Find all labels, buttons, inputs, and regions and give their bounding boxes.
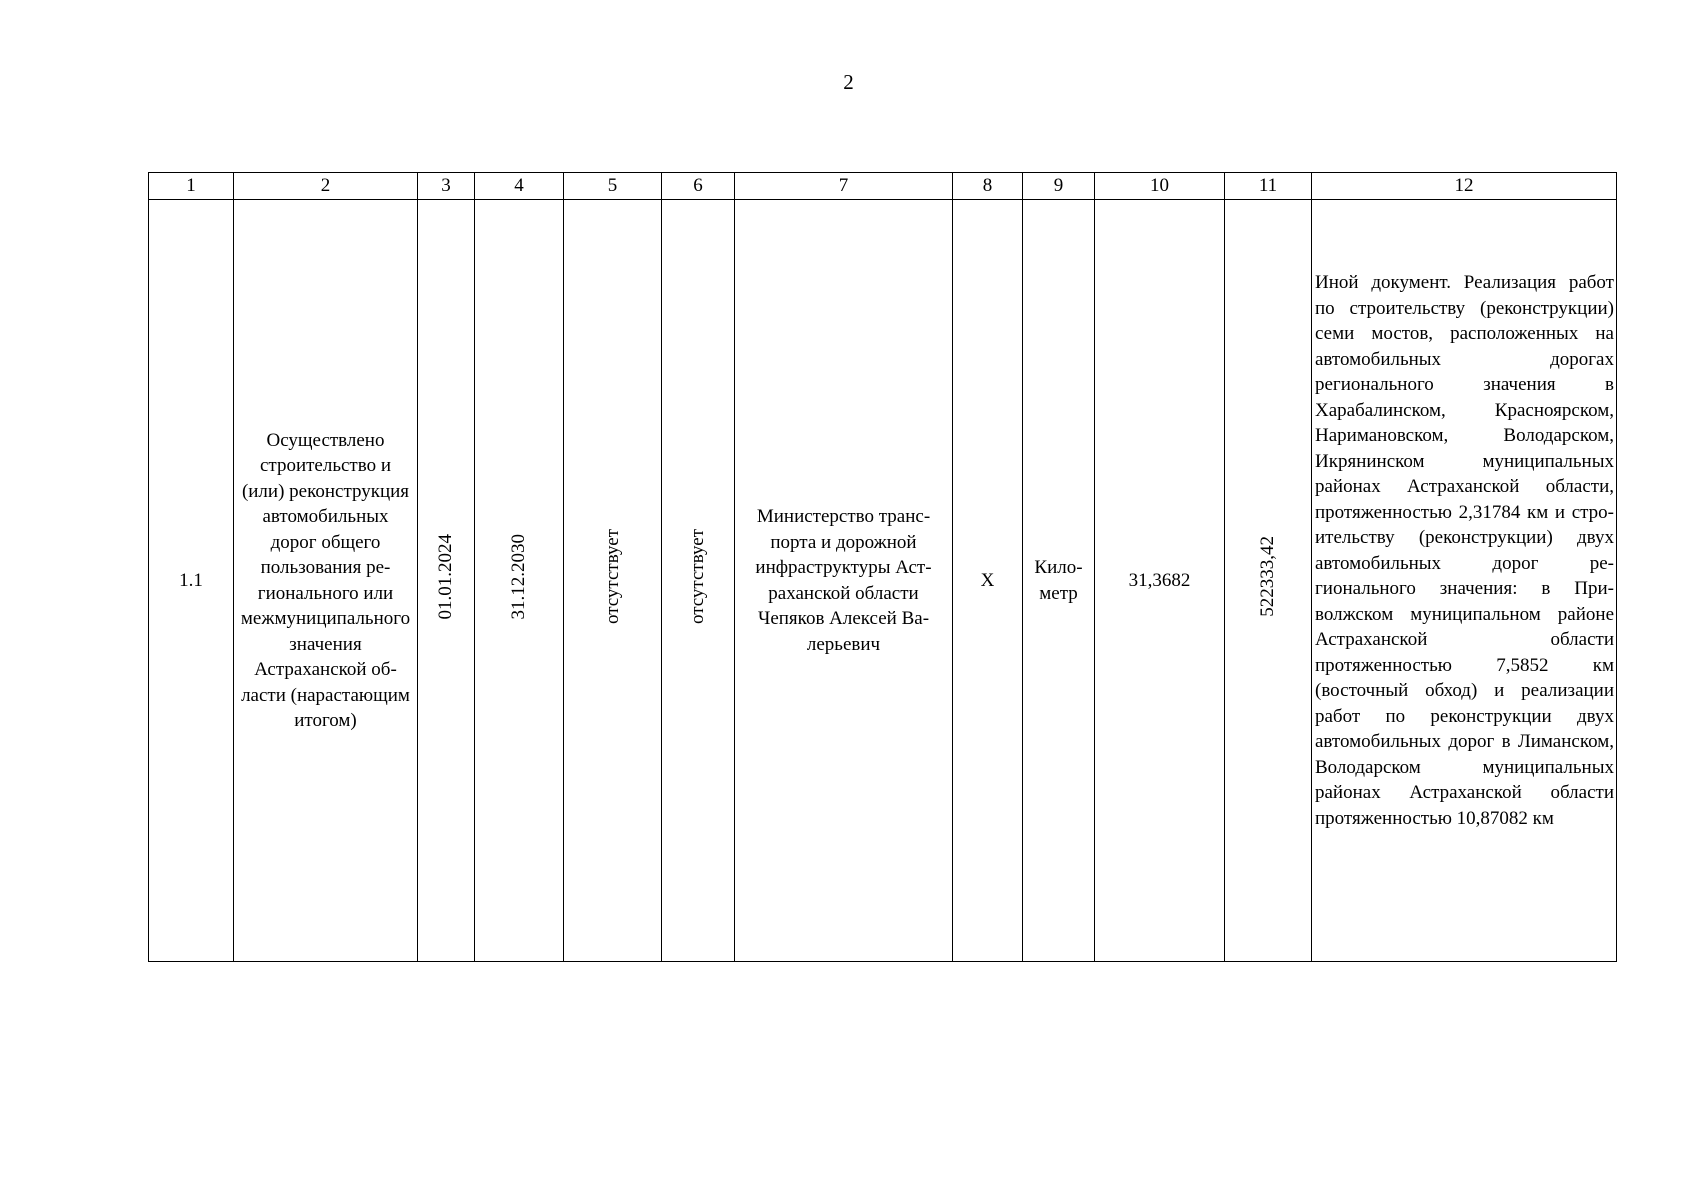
cell-value <box>1095 200 1225 962</box>
description-text: Иной документ. Реализация работ по строительству (реконструкции) семи мостов, расположенных на автомобильных дорогах регионального значения в Харабалинском, Красноярском, Наримановском, Володарском, Икрянинском муниципальных районах Астраханской области, протяженностью 2,31784 км и строительству (реконструкции) двух автомобильных дорог регионального значения: в Приволжском муниципальном районе Астраханской области протяженностью 7,5852 км (восточный обход) и реализации работ по реконструкции двух автомобильных дорог в Лиманском, Володарском муниципальных районах Астраханской области протяженностью 10,87082 км <box>1315 272 1614 829</box>
cell-end-date <box>475 200 564 962</box>
column-header-2: 2 <box>234 173 418 200</box>
column-header-9: 9 <box>1023 173 1095 200</box>
column-header-3: 3 <box>418 173 475 200</box>
responsible-text: Министерство транспорта и дорожной инфраструктуры Астраханской области Чепяков Алексей Валерьевич <box>755 506 932 655</box>
col5-text: отсутствует <box>601 529 623 625</box>
cell-number <box>149 200 234 962</box>
header-row <box>149 173 1617 200</box>
cell-result <box>234 200 418 962</box>
result-text: Осуществлено строительство и (или) реконструкция автомобильных дорог общего пользования регионального или межмуниципального значения Астраханской области (нарастающим итогом) <box>240 429 411 731</box>
unit-text: Километр <box>1034 557 1083 604</box>
start-date: 01.01.2024 <box>435 534 457 620</box>
page-number: 2 <box>843 70 854 94</box>
cell-col6 <box>662 200 735 962</box>
cell-col8 <box>953 200 1023 962</box>
column-header-11: 11 <box>1225 173 1312 200</box>
cell-unit <box>1023 200 1095 962</box>
value-text: 31,3682 <box>1128 569 1191 591</box>
cell-responsible <box>735 200 953 962</box>
cell-description <box>1312 200 1617 962</box>
col6-text: отсутствует <box>687 529 709 625</box>
column-header-5: 5 <box>564 173 662 200</box>
column-header-10: 10 <box>1095 173 1225 200</box>
amount-text: 522333,42 <box>1257 536 1279 618</box>
column-header-12: 12 <box>1312 173 1617 200</box>
column-header-6: 6 <box>662 173 735 200</box>
row-number: 1.1 <box>179 569 203 591</box>
col8-text: X <box>980 569 995 591</box>
end-date: 31.12.2030 <box>508 534 530 620</box>
column-header-4: 4 <box>475 173 564 200</box>
column-header-1: 1 <box>149 173 234 200</box>
cell-amount <box>1225 200 1312 962</box>
column-header-8: 8 <box>953 173 1023 200</box>
table-row <box>149 200 1617 962</box>
data-table <box>148 172 1617 962</box>
column-header-7: 7 <box>735 173 953 200</box>
cell-start-date <box>418 200 475 962</box>
cell-col5 <box>564 200 662 962</box>
